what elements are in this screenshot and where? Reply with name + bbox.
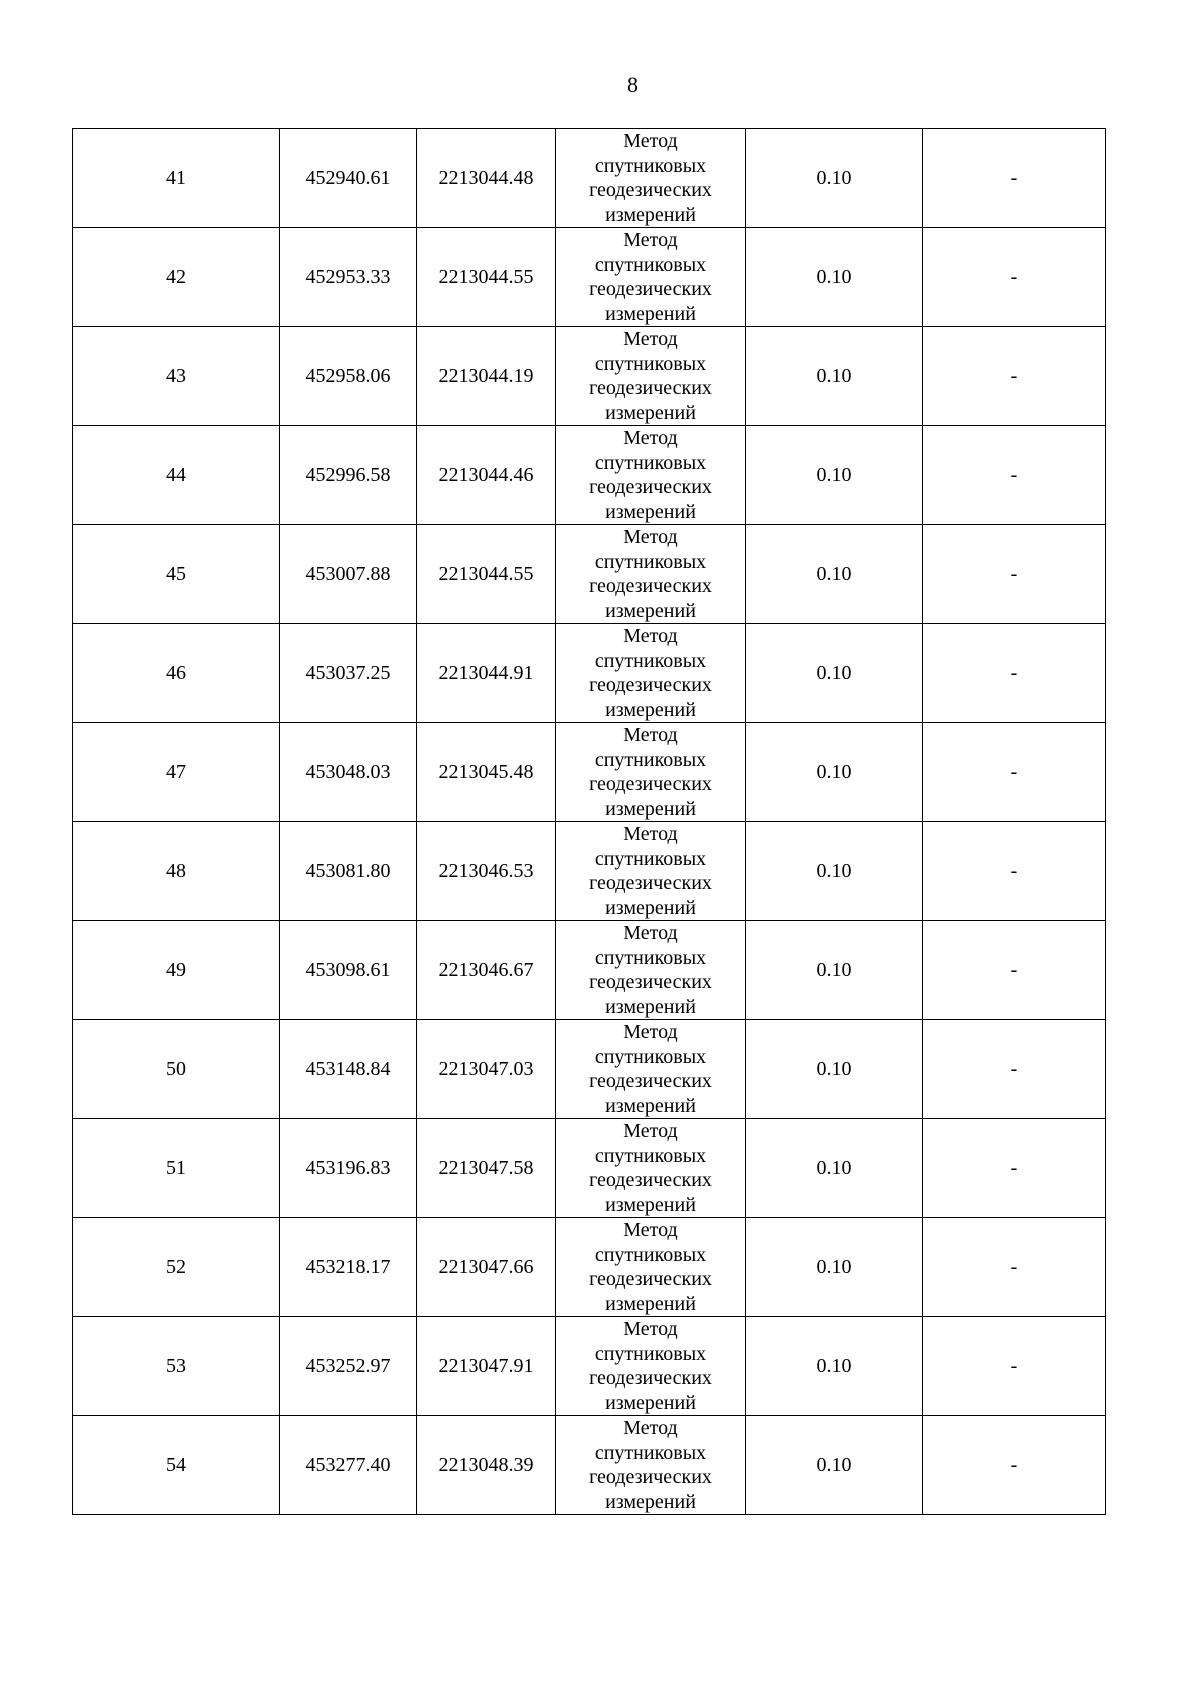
cell-x-coordinate: 452940.61: [280, 129, 417, 228]
cell-note: -: [923, 426, 1106, 525]
cell-x-coordinate: 453007.88: [280, 525, 417, 624]
cell-point-number: 44: [73, 426, 280, 525]
cell-point-number: 45: [73, 525, 280, 624]
table-row: [73, 624, 1106, 723]
method-text: Метод спутниковых геодезических измерений: [589, 1120, 712, 1216]
cell-note: -: [923, 228, 1106, 327]
cell-method: [556, 129, 746, 228]
method-text: Метод спутниковых геодезических измерений: [589, 823, 712, 919]
cell-method: [556, 1218, 746, 1317]
cell-method: [556, 1416, 746, 1515]
table-row: [73, 1416, 1106, 1515]
cell-x-coordinate: 452996.58: [280, 426, 417, 525]
cell-point-number: 50: [73, 1020, 280, 1119]
cell-y-coordinate: 2213044.48: [417, 129, 556, 228]
cell-note: -: [923, 822, 1106, 921]
cell-point-number: 52: [73, 1218, 280, 1317]
cell-point-number: 41: [73, 129, 280, 228]
cell-note: -: [923, 723, 1106, 822]
cell-accuracy: 0.10: [746, 426, 923, 525]
table-row: [73, 723, 1106, 822]
cell-y-coordinate: 2213044.46: [417, 426, 556, 525]
cell-x-coordinate: 453277.40: [280, 1416, 417, 1515]
cell-method: [556, 624, 746, 723]
method-text: Метод спутниковых геодезических измерений: [589, 1021, 712, 1117]
cell-point-number: 43: [73, 327, 280, 426]
cell-x-coordinate: 452958.06: [280, 327, 417, 426]
method-text: Метод спутниковых геодезических измерений: [589, 1417, 712, 1513]
cell-note: -: [923, 129, 1106, 228]
cell-accuracy: 0.10: [746, 624, 923, 723]
cell-x-coordinate: 453098.61: [280, 921, 417, 1020]
cell-y-coordinate: 2213044.55: [417, 228, 556, 327]
cell-y-coordinate: 2213047.91: [417, 1317, 556, 1416]
cell-note: -: [923, 921, 1106, 1020]
cell-note: -: [923, 1020, 1106, 1119]
cell-accuracy: 0.10: [746, 1020, 923, 1119]
table-row: [73, 1020, 1106, 1119]
cell-x-coordinate: 453048.03: [280, 723, 417, 822]
table-row: [73, 1317, 1106, 1416]
cell-accuracy: 0.10: [746, 1416, 923, 1515]
table-row: [73, 426, 1106, 525]
cell-y-coordinate: 2213046.67: [417, 921, 556, 1020]
coordinates-table: [72, 128, 1106, 1515]
cell-method: [556, 921, 746, 1020]
cell-x-coordinate: 453037.25: [280, 624, 417, 723]
cell-accuracy: 0.10: [746, 921, 923, 1020]
table-row: [73, 129, 1106, 228]
cell-method: [556, 1119, 746, 1218]
table-row: [73, 327, 1106, 426]
method-text: Метод спутниковых геодезических измерений: [589, 229, 712, 325]
cell-accuracy: 0.10: [746, 1218, 923, 1317]
cell-accuracy: 0.10: [746, 327, 923, 426]
method-text: Метод спутниковых геодезических измерений: [589, 1219, 712, 1315]
cell-y-coordinate: 2213047.58: [417, 1119, 556, 1218]
cell-note: -: [923, 1317, 1106, 1416]
cell-x-coordinate: 453196.83: [280, 1119, 417, 1218]
method-text: Метод спутниковых геодезических измерений: [589, 1318, 712, 1414]
cell-method: [556, 426, 746, 525]
method-text: Метод спутниковых геодезических измерений: [589, 130, 712, 226]
cell-y-coordinate: 2213048.39: [417, 1416, 556, 1515]
table-row: [73, 228, 1106, 327]
table-row: [73, 1119, 1106, 1218]
cell-note: -: [923, 1119, 1106, 1218]
cell-point-number: 47: [73, 723, 280, 822]
cell-note: -: [923, 525, 1106, 624]
cell-y-coordinate: 2213044.91: [417, 624, 556, 723]
cell-y-coordinate: 2213046.53: [417, 822, 556, 921]
cell-y-coordinate: 2213045.48: [417, 723, 556, 822]
method-text: Метод спутниковых геодезических измерений: [589, 625, 712, 721]
cell-y-coordinate: 2213047.03: [417, 1020, 556, 1119]
cell-x-coordinate: 452953.33: [280, 228, 417, 327]
cell-y-coordinate: 2213044.55: [417, 525, 556, 624]
cell-point-number: 53: [73, 1317, 280, 1416]
cell-point-number: 48: [73, 822, 280, 921]
cell-method: [556, 822, 746, 921]
method-text: Метод спутниковых геодезических измерений: [589, 724, 712, 820]
cell-x-coordinate: 453218.17: [280, 1218, 417, 1317]
cell-method: [556, 1020, 746, 1119]
cell-point-number: 49: [73, 921, 280, 1020]
cell-point-number: 51: [73, 1119, 280, 1218]
table-row: [73, 921, 1106, 1020]
cell-accuracy: 0.10: [746, 822, 923, 921]
page-number: 8: [627, 72, 638, 97]
cell-method: [556, 1317, 746, 1416]
cell-x-coordinate: 453148.84: [280, 1020, 417, 1119]
method-text: Метод спутниковых геодезических измерений: [589, 427, 712, 523]
cell-note: -: [923, 1416, 1106, 1515]
cell-method: [556, 228, 746, 327]
cell-accuracy: 0.10: [746, 1119, 923, 1218]
cell-y-coordinate: 2213047.66: [417, 1218, 556, 1317]
cell-x-coordinate: 453081.80: [280, 822, 417, 921]
cell-accuracy: 0.10: [746, 1317, 923, 1416]
cell-accuracy: 0.10: [746, 129, 923, 228]
cell-note: -: [923, 1218, 1106, 1317]
cell-method: [556, 525, 746, 624]
table-row: [73, 1218, 1106, 1317]
cell-accuracy: 0.10: [746, 525, 923, 624]
cell-point-number: 42: [73, 228, 280, 327]
cell-method: [556, 723, 746, 822]
method-text: Метод спутниковых геодезических измерений: [589, 922, 712, 1018]
method-text: Метод спутниковых геодезических измерений: [589, 328, 712, 424]
cell-y-coordinate: 2213044.19: [417, 327, 556, 426]
cell-accuracy: 0.10: [746, 723, 923, 822]
method-text: Метод спутниковых геодезических измерений: [589, 526, 712, 622]
table-row: [73, 525, 1106, 624]
table-body: [73, 129, 1106, 1515]
cell-point-number: 54: [73, 1416, 280, 1515]
table-row: [73, 822, 1106, 921]
cell-x-coordinate: 453252.97: [280, 1317, 417, 1416]
cell-point-number: 46: [73, 624, 280, 723]
cell-accuracy: 0.10: [746, 228, 923, 327]
cell-note: -: [923, 327, 1106, 426]
cell-note: -: [923, 624, 1106, 723]
cell-method: [556, 327, 746, 426]
